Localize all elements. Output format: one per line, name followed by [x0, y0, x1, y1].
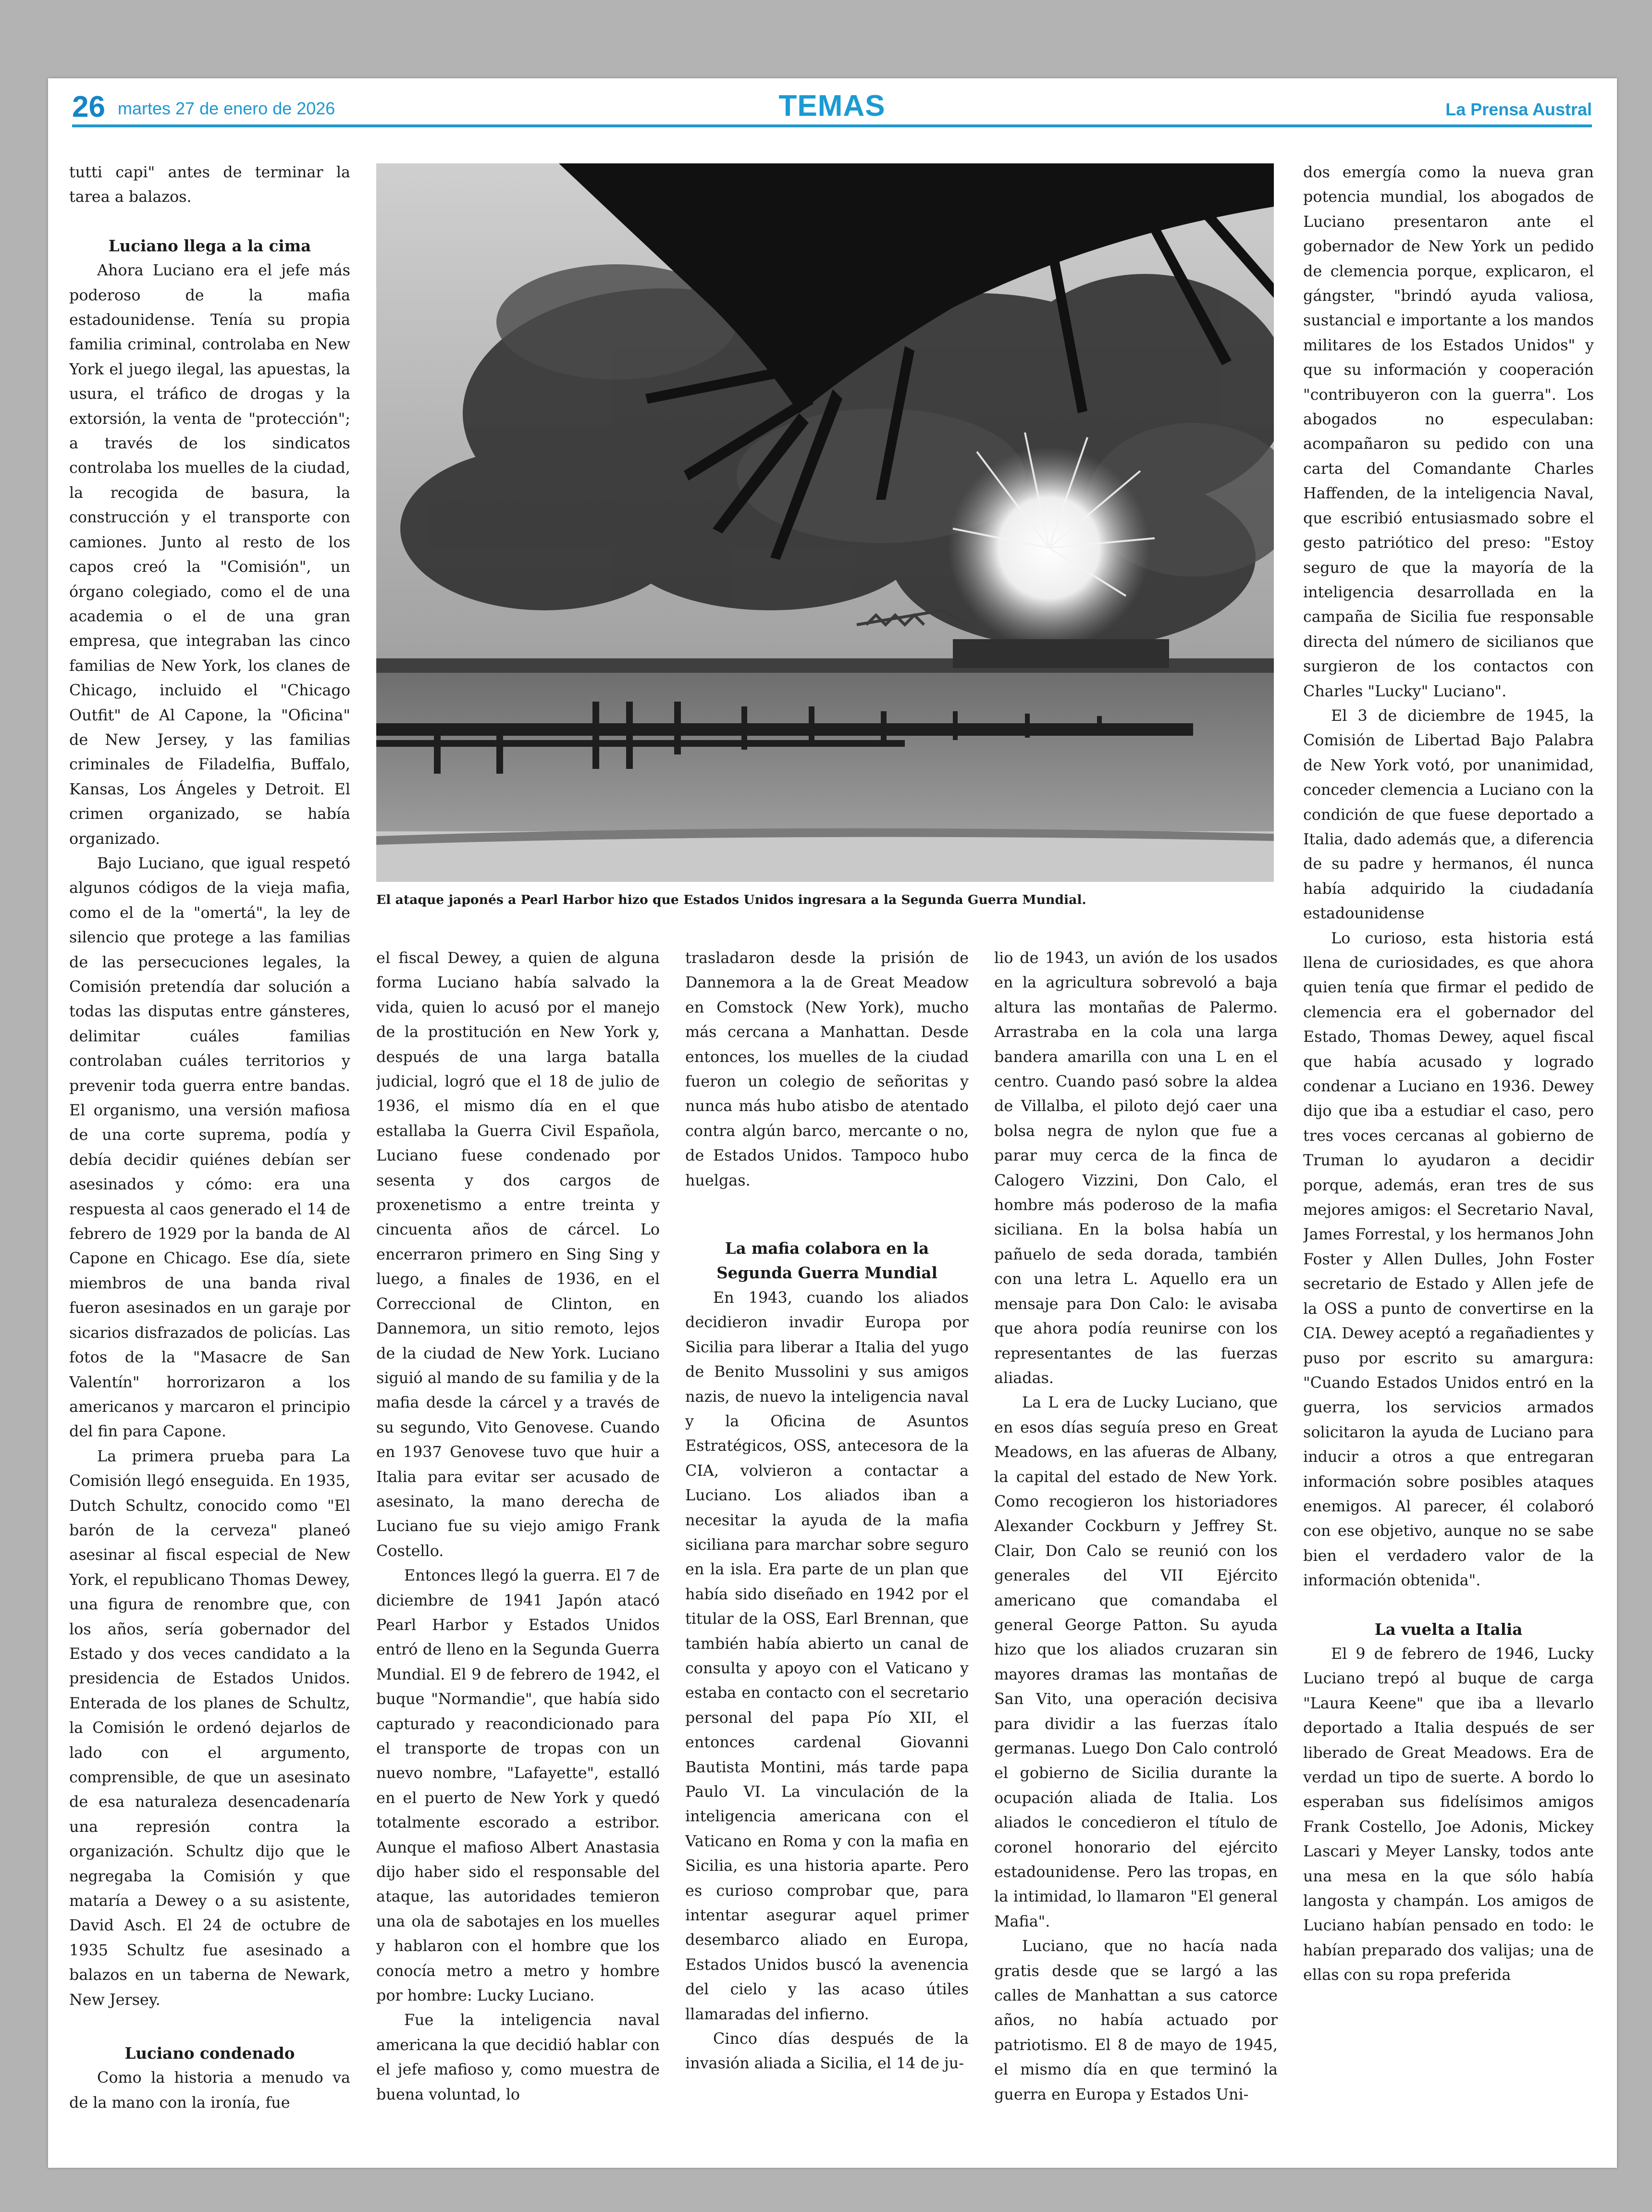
subheading-luciano-llega-a-la-cima: Luciano llega a la cima: [108, 236, 311, 255]
page-header: [72, 88, 1592, 127]
paragraph: El 3 de diciembre de 1945, la Comisión de Libertad Bajo Palabra de New York votó, por unanimidad, conceder clemencia a Luciano con la condición de que fuese deportado a Italia, dado además que, a diferencia de su padre y hermanos, él nunca había adquirido la ciudadanía estadounidense: [1303, 706, 1594, 923]
article-column-1: [69, 160, 350, 2150]
pearl-harbor-photo: [376, 163, 1274, 882]
spacer: [685, 1193, 969, 1236]
paragraph: La primera prueba para La Comisión llegó enseguida. En 1935, Dutch Schultz, conocido como "El barón de la cerveza" planeó asesinar al fiscal especial de New York, el republicano Thomas Dewey, una figura de renombre que, con los años, sería gobernador del Estado y dos veces candidato a la presidencia de Estados Unidos. Enterada de los planes de Schultz, la Comisión le ordenó dejarlos de lado con el argumento, comprensible, de que un asesinato de esa naturaleza desencadenaría una represión contra la organización. Schultz dijo que le negregaba la Comisión y que mataría a Dewey o a su asistente, David Asch. El 24 de octubre de 1935 Schultz fue asesinado a balazos en un taberna de Newark, New Jersey.: [69, 1447, 350, 2009]
page-number: 26: [72, 90, 105, 124]
paragraph: trasladaron desde la prisión de Dannemora a la de Great Meadow en Comstock (New York), mucho más cercana a Manhattan. Desde entonces, los muelles de la ciudad fueron un colegio de señoritas y nunca más hubo atisbo de atentado contra algún barco, mercante o no, de Estados Unidos. Tampoco hubo huelgas.: [685, 949, 969, 1189]
paragraph: Entonces llegó la guerra. El 7 de diciembre de 1941 Japón atacó Pearl Harbor y Estados Unidos entró de lleno en la Segunda Guerra Mundial. El 9 de febrero de 1942, el buque "Normandie", que había sido capturado y reacondicionado para el transporte de tropas con un nuevo nombre, "Lafayette", estalló en el puerto de New York y quedó totalmente escorado a estribor. Aunque el mafioso Albert Anastasia dijo haber sido el responsable del ataque, las autoridades temieron una ola de sabotajes en los muelles y hablaron con el hombre que los conocía metro a metro y hombre por hombre: Lucky Luciano.: [376, 1567, 660, 2005]
article-column-2: [376, 946, 660, 2150]
paragraph: tutti capi" antes de terminar la tarea a balazos.: [69, 163, 350, 206]
spacer: [69, 2012, 350, 2041]
paragraph: Luciano, que no hacía nada gratis desde que se largó a las calles de Manhattan a sus catorce años, no había actuado por patriotismo. El 8 de mayo de 1945, el mismo día en que terminó la guerra en Europa y Estados Uni-: [994, 1937, 1278, 2103]
subheading-la-mafia-colabora: La mafia colabora en la Segunda Guerra Mundial: [716, 1239, 937, 1283]
subheading-luciano-condenado: Luciano condenado: [124, 2044, 295, 2063]
paragraph: Como la historia a menudo va de la mano con la ironía, fue: [69, 2069, 350, 2112]
article-column-4: [994, 946, 1278, 2150]
paragraph: Bajo Luciano, que igual respetó algunos códigos de la vieja mafia, como el de la "omertá", la ley de silencio que protege a las familias de las persecuciones legales, la Comisión pretendía dar solución a todas las disputas entre gánsteres, delimitar cuáles familias controlaban cuáles territorios y prevenir toda guerra entre bandas. El organismo, una versión mafiosa de una corte suprema, podía y debía decidir quiénes debían ser asesinados y cómo: era una respuesta al caos generado el 14 de febrero de 1929 por la banda de Al Capone en Chicago. Ese día, siete miembros de una banda rival fueron asesinados en un garaje por sicarios disfrazados de policías. Las fotos de la "Masacre de San Valentín" horrorizaron a los americanos y marcaron el principio del fin para Capone.: [69, 854, 350, 1441]
paragraph: el fiscal Dewey, a quien de alguna forma Luciano había salvado la vida, quien lo acusó por el manejo de la prostitución en New York y, después de una larga batalla judicial, logró que el 18 de julio de 1936, el mismo día en el que estallaba la Guerra Civil Española, Luciano fuese condenado por sesenta y dos cargos de proxenetismo a entre treinta y cincuenta años de cárcel. Lo encerraron primero en Sing Sing y luego, a finales de 1936, en el Correccional de Clinton, en Dannemora, un sitio remoto, lejos de la ciudad de New York. Luciano siguió al mando de su familia y de la mafia desde la cárcel y a través de su segundo, Vito Genovese. Cuando en 1937 Genovese tuvo que huir a Italia para evitar ser acusado de asesinato, la mano derecha de Luciano fue su viejo amigo Frank Costello.: [376, 949, 660, 1560]
paragraph: Lo curioso, esta historia está llena de curiosidades, es que ahora quien tenía que firmar el pedido de clemencia era el gobernador del Estado, Thomas Dewey, aquel fiscal que había acusado y logrado condenar a Luciano en 1936. Dewey dijo que iba a estudiar el caso, pero tres voces cercanas al gobierno de Truman lo ayudaron a decidir porque, además, eran tres de sus mejores amigos: el Secretario Naval, James Forrestal, y los hermanos John Foster y Allen Dulles, John Foster secretario de Estado y Allen jefe de la OSS a punto de convertirse en la CIA. Dewey aceptó a regañadientes y puso por escrito su amargura: "Cuando Estados Unidos entró en la guerra, los servicios armados solicitaron la ayuda de Luciano para inducir a otros a que entregaran información sobre posibles ataques enemigos. Al parecer, él colaboró con ese objetivo, aunque no se sabe bien el verdadero valor de la información obtenida".: [1303, 929, 1594, 1590]
paragraph: Ahora Luciano era el jefe más poderoso de la mafia estadounidense. Tenía su propia familia criminal, controlaba en New York el juego ilegal, las apuestas, la usura, el tráfico de drogas y la extorsión, la venta de "protección"; a través de los sindicatos controlaba los muelles de la ciudad, la recogida de basura, la construcción y el transporte con camiones. Junto al resto de los capos creó la "Comisión", un órgano colegiado, como el de una academia o el de una gran empresa, que integraban las cinco familias de New York, los clanes de Chicago, incluido el "Chicago Outfit" de Al Capone, la "Oficina" de New Jersey, y las familias criminales de Filadelfia, Buffalo, Kansas, Los Ángeles y Detroit. El crimen organizado, se había organizado.: [69, 261, 350, 848]
paragraph: dos emergía como la nueva gran potencia mundial, los abogados de Luciano presentaron ante el gobernador de New York un pedido de clemencia porque, explicaron, el gángster, "brindó ayuda valiosa, sustancial e importante a los mandos militares de los Estados Unidos" y que su información y cooperación "contribuyeron con la guerra". Los abogados no especulaban: acompañaron su pedido con una carta del Comandante Charles Haffenden, de la inteligencia Naval, que escribió entusiasmado sobre el gesto patriótico del preso: "Estoy seguro de que la mayoría de la inteligencia desarrollada en la campaña de Sicilia fue responsable directa del número de sicilianos que surgieron de los contactos con Charles "Lucky" Luciano".: [1303, 163, 1594, 700]
spacer: [69, 210, 350, 234]
paragraph: Cinco días después de la invasión aliada a Sicilia, el 14 de ju-: [685, 2030, 969, 2073]
paragraph: lio de 1943, un avión de los usados en la agricultura sobrevoló a baja altura las montañas de Palermo. Arrastraba en la cola una larga bandera amarilla con una L en el centro. Cuando pasó sobre la aldea de Villalba, el piloto dejó caer una bolsa negra de nylon que fue a parar muy cerca de la finca de Calogero Vizzini, Don Calo, el hombre más poderoso de la mafia siciliana. En la bolsa había un pañuelo de seda dorada, también con una letra L. Aquello era un mensaje para Don Calo: le avisaba que ahora podía reunirse con los representantes de las fuerzas aliadas.: [994, 949, 1278, 1387]
spacer: [1303, 1593, 1594, 1617]
section-title: TEMAS: [778, 89, 886, 123]
photo-caption: El ataque japonés a Pearl Harbor hizo que Estados Unidos ingresara a la Segunda Guerra Mundial.: [376, 892, 1086, 907]
paragraph: En 1943, cuando los aliados decidieron invadir Europa por Sicilia para liberar a Italia del yugo de Benito Mussolini y sus amigos nazis, de nuevo la inteligencia naval y la Oficina de Asuntos Estratégicos, OSS, antecesora de la CIA, volvieron a contactar a Luciano. Los aliados iban a necesitar la ayuda de la mafia siciliana para marchar sobre seguro en la isla. Era parte de un plan que había sido diseñado en 1942 por el titular de la OSS, Earl Brennan, que también había abierto un canal de consulta y apoyo con el Vaticano y estaba en contacto con el secretario personal del papa Pío XII, el entonces cardenal Giovanni Bautista Montini, más tarde papa Paulo VI. La vinculación de la inteligencia americana con el Vaticano en Roma y con la mafia en Sicilia, es una historia aparte. Pero es curioso comprobar que, para intentar asegurar aquel primer desembarco aliado en Europa, Estados Unidos buscó la avenencia del cielo y las acaso útiles llamaradas del infierno.: [685, 1288, 969, 2023]
issue-date: martes 27 de enero de 2026: [118, 99, 335, 118]
paragraph: La L era de Lucky Luciano, que en esos días seguía preso en Great Meadows, en las afueras de Albany, la capital del estado de New York. Como recogieron los historiadores Alexander Cockburn y Jeffrey St. Clair, Don Calo se reunió con los generales del VII Ejército americano que comandaba el general George Patton. Su ayuda hizo que los aliados cruzaran sin mayores dramas las montañas de San Vito, una operación decisiva para dividir a las fuerzas ítalo germanas. Luego Don Calo controló el gobierno de Sicilia durante la ocupación aliada de Italia. Los aliados le concedieron el título de coronel honorario del ejército estadounidense. Pero las tropas, en la intimidad, lo llamaron "El general Mafia".: [994, 1394, 1278, 1930]
newspaper-brand: La Prensa Austral: [1445, 99, 1592, 119]
paragraph: El 9 de febrero de 1946, Lucky Luciano trepó al buque de carga "Laura Keene" que iba a llevarlo deportado a Italia después de ser liberado de Great Meadows. Era de verdad un tipo de suerte. A bordo lo esperaban sus fidelísimos amigos Frank Costello, Joe Adonis, Mickey Lascari y Meyer Lansky, todos ante una mesa en la que sólo había langosta y champán. Los amigos de Luciano habían pensado en todo: le habían preparado dos valijas; una de ellas con su ropa preferida: [1303, 1644, 1594, 1984]
article-column-3: [685, 946, 969, 2150]
paragraph: Fue la inteligencia naval americana la que decidió hablar con el jefe mafioso y, como muestra de buena voluntad, lo: [376, 2011, 660, 2103]
article-column-5: [1303, 160, 1594, 2150]
subheading-la-vuelta-a-italia: La vuelta a Italia: [1374, 1619, 1523, 1639]
newspaper-page: [48, 78, 1617, 2168]
